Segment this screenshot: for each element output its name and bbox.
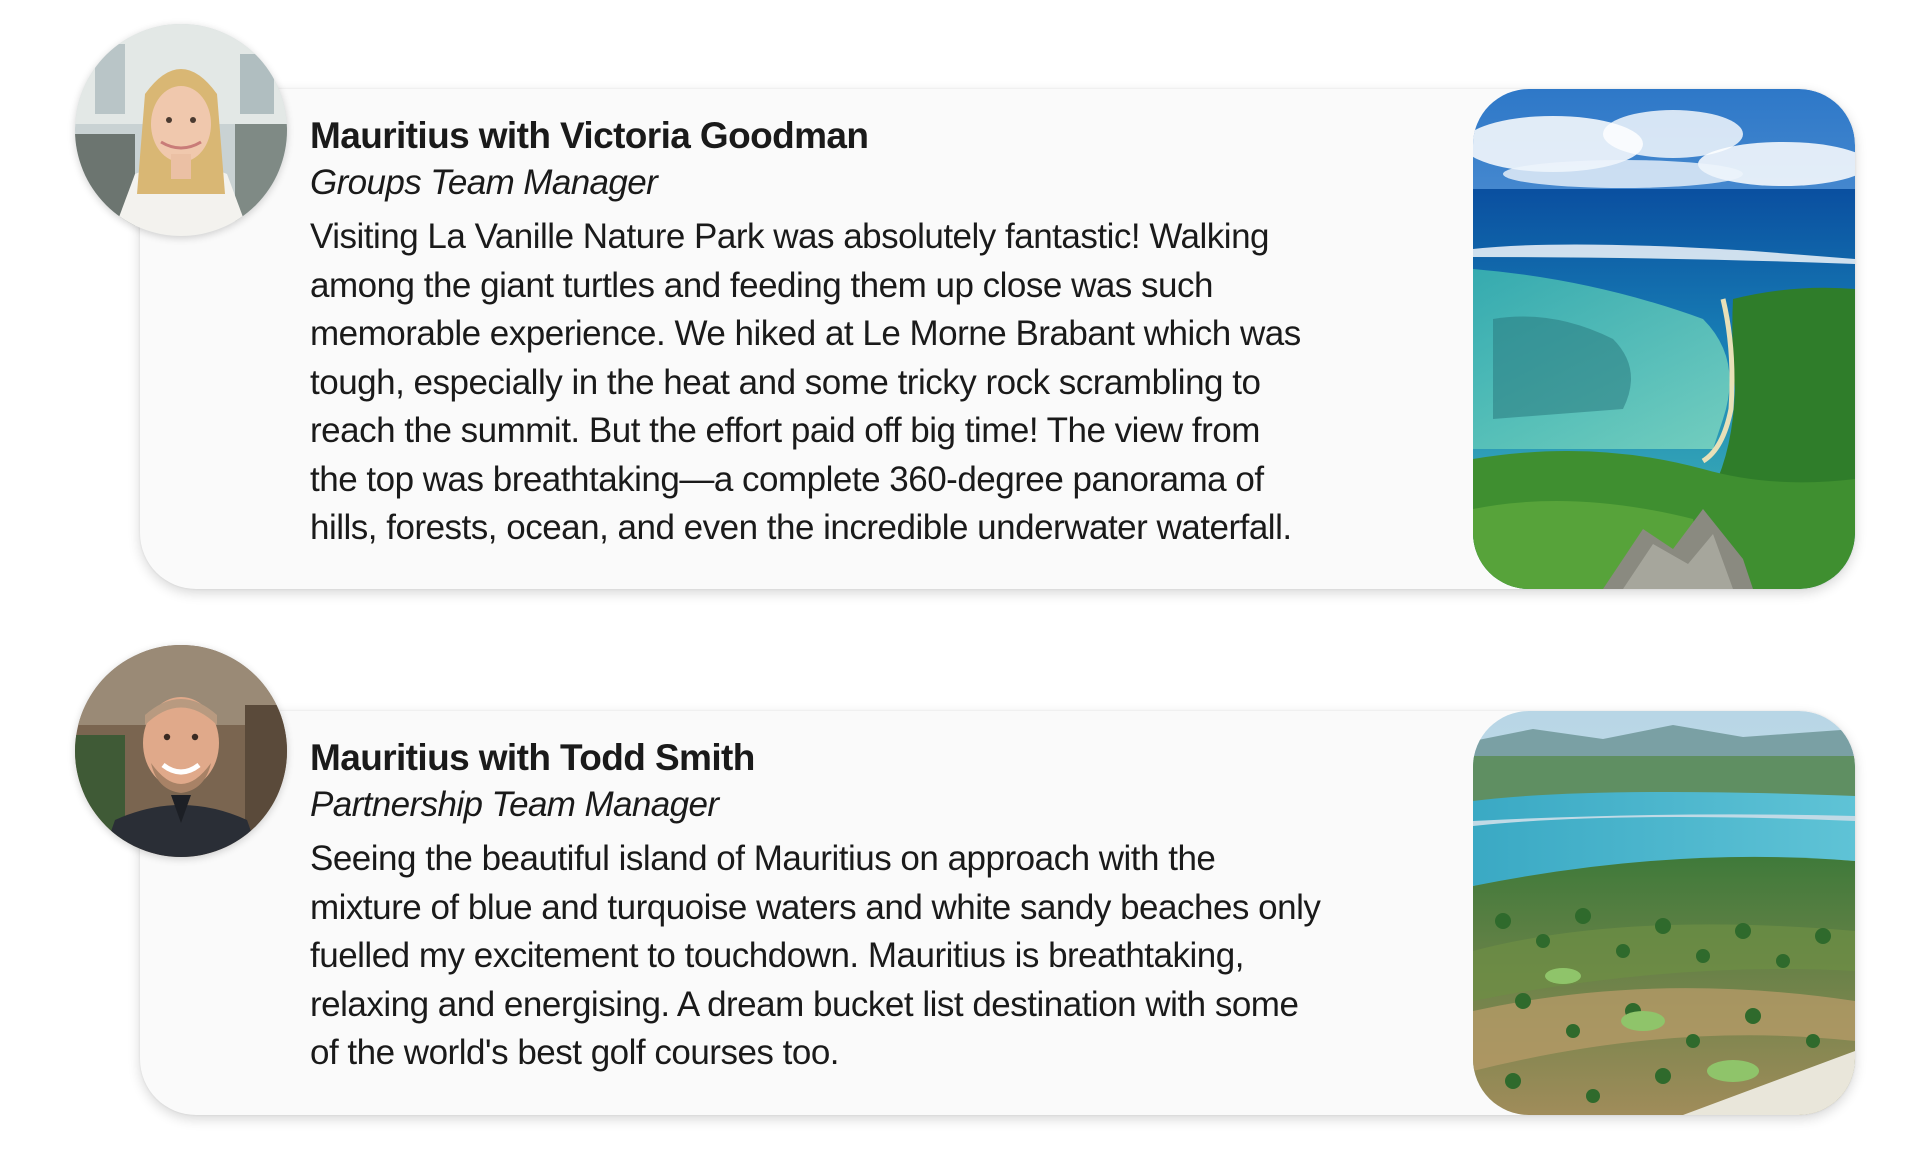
testimonial-card-todd xyxy=(0,620,1921,1140)
testimonial-quote: Seeing the beautiful island of Mauritius on approach with the mixture of blue and turquoise waters and white sandy beaches only fuelled my excitement to touchdown. Mauritius is breathtaking, relaxing and energising. A dream bucket list destination with some of the world's best golf courses too. xyxy=(310,839,1321,1072)
golf-course-aerial-photo xyxy=(1473,711,1855,1115)
testimonial-panel xyxy=(140,711,1855,1115)
testimonial-quote: Visiting La Vanille Nature Park was absolutely fantastic! Walking among the giant turtles and feeding them up close was such memorable experience. We hiked at Le Morne Brabant which was tough, especially in the heat and some tricky rock scrambling to reach the summit. But the effort paid off big time! The view from the top was breathtaking—a complete 360-degree panorama of hills, forests, ocean, and even the incredible underwater waterfall. xyxy=(310,217,1301,547)
testimonial-name: Mauritius with Todd Smith xyxy=(310,737,755,778)
testimonial-name: Mauritius with Victoria Goodman xyxy=(310,115,869,156)
avatar xyxy=(75,645,287,857)
testimonial-text xyxy=(310,113,1420,553)
testimonial-panel xyxy=(140,89,1855,589)
avatar xyxy=(75,24,287,236)
testimonial-role: Groups Team Manager xyxy=(310,163,658,202)
coastline-photo xyxy=(1473,89,1855,589)
testimonial-role: Partnership Team Manager xyxy=(310,785,719,824)
testimonial-text xyxy=(310,735,1420,1078)
